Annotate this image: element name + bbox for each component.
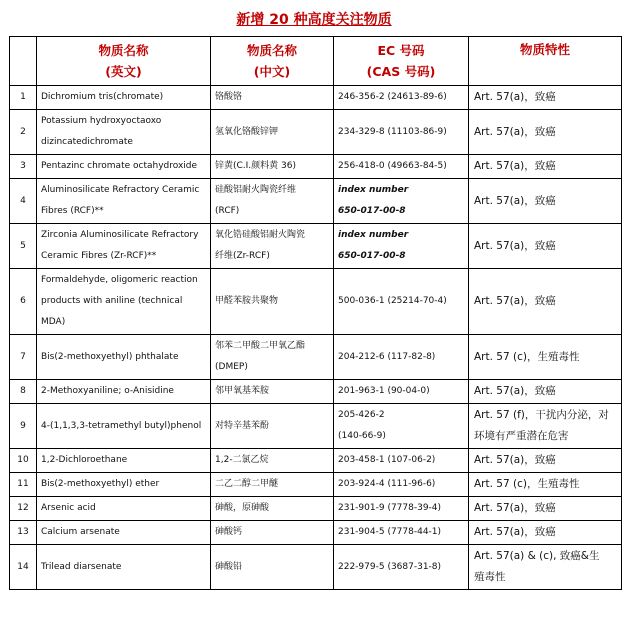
ec-cas-number xyxy=(334,179,469,224)
substance-name-cn-line: 氧化锆硅酸铝耐火陶瓷 xyxy=(215,230,306,240)
substance-name-cn-line: 邻甲氧基苯胺 xyxy=(215,386,270,396)
substance-name-en-line: 4-(1,1,3,3-tetramethyl butyl)phenol xyxy=(41,420,202,431)
substance-name-cn xyxy=(211,545,334,590)
substance-property xyxy=(469,224,622,269)
substance-name-en-line: Bis(2-methoxyethyl) ether xyxy=(41,479,160,489)
substance-name-cn-line: 1,2-二氯乙烷 xyxy=(215,455,269,465)
substance-name-cn-line: 邻苯二甲酸二甲氧乙酯 xyxy=(215,341,306,351)
substance-name-en xyxy=(37,155,211,179)
substance-name-en-line: 1,2-Dichloroethane xyxy=(41,455,128,465)
substance-property xyxy=(469,449,622,473)
substance-property xyxy=(469,380,622,404)
substance-name-en-line: Zirconia Aluminosilicate Refractory xyxy=(41,230,199,240)
table-row xyxy=(10,110,622,155)
substance-name-en-line: Formaldehyde, oligomeric reaction xyxy=(41,275,198,285)
substance-name-en-line: Calcium arsenate xyxy=(41,527,120,537)
row-number: 2 xyxy=(10,110,37,155)
substance-name-cn-line: (DMEP) xyxy=(215,362,248,372)
row-number: 13 xyxy=(10,521,37,545)
table-row xyxy=(10,545,622,590)
substance-name-en xyxy=(37,404,211,449)
ec-cas-number xyxy=(334,155,469,179)
substance-name-cn-line: 锌黄(C.I.颜料黄 36) xyxy=(215,161,296,171)
row-number: 4 xyxy=(10,179,37,224)
substance-name-en-line: Fibres (RCF)** xyxy=(41,206,104,216)
table-row xyxy=(10,473,622,497)
substance-name-en-line: products with aniline (technical xyxy=(41,296,183,306)
substance-name-cn-line: 氢氧化铬酸锌钾 xyxy=(215,126,279,137)
substance-property xyxy=(469,110,622,155)
table-row xyxy=(10,380,622,404)
ec-cas-number-line: 234-329-8 (11103-86-9) xyxy=(338,126,447,137)
substance-name-en xyxy=(37,380,211,404)
table-row xyxy=(10,521,622,545)
substance-name-en-line: Bis(2-methoxyethyl) phthalate xyxy=(41,351,179,362)
substance-property xyxy=(469,521,622,545)
ec-cas-number xyxy=(334,545,469,590)
ec-cas-number-line: 201-963-1 (90-04-0) xyxy=(338,386,430,396)
substance-name-en-line: Arsenic acid xyxy=(41,503,96,513)
substance-name-cn-line: 砷酸，原砷酸 xyxy=(215,503,270,513)
ec-cas-number-line: 256-418-0 (49663-84-5) xyxy=(338,161,447,171)
substance-property xyxy=(469,335,622,380)
substance-name-cn xyxy=(211,335,334,380)
header-ec-cas: EC 号码 (CAS 号码) xyxy=(334,37,469,86)
table-row xyxy=(10,86,622,110)
ec-cas-number-line: 231-904-5 (7778-44-1) xyxy=(338,527,442,537)
substance-name-en-line: MDA) xyxy=(41,317,66,327)
substance-name-cn xyxy=(211,179,334,224)
row-number: 11 xyxy=(10,473,37,497)
header-row xyxy=(10,37,622,86)
substance-name-cn-line: 二乙二醇二甲醚 xyxy=(215,479,279,489)
ec-cas-number-line: 650-017-00-8 xyxy=(338,206,406,216)
header-name-cn: 物质名称 (中文) xyxy=(211,37,334,86)
ec-cas-number-line: 203-924-4 (111-96-6) xyxy=(338,479,436,489)
row-number: 12 xyxy=(10,497,37,521)
substance-property xyxy=(469,86,622,110)
ec-cas-number xyxy=(334,335,469,380)
ec-cas-number-line: 205-426-2 xyxy=(338,410,385,420)
ec-cas-number xyxy=(334,86,469,110)
ec-cas-number xyxy=(334,224,469,269)
substance-name-en xyxy=(37,224,211,269)
substance-property xyxy=(469,497,622,521)
ec-cas-number-line: 500-036-1 (25214-70-4) xyxy=(338,296,447,306)
row-number: 6 xyxy=(10,269,37,335)
substance-name-en-line: Pentazinc chromate octahydroxide xyxy=(41,161,198,171)
substance-name-cn xyxy=(211,521,334,545)
table-row xyxy=(10,224,622,269)
substance-name-cn-line: 对特辛基苯酚 xyxy=(215,420,270,431)
row-number: 9 xyxy=(10,404,37,449)
substance-name-cn-line: 铬酸铬 xyxy=(215,92,243,102)
substance-name-cn xyxy=(211,473,334,497)
substance-name-en-line: Trilead diarsenate xyxy=(41,561,122,572)
ec-cas-number xyxy=(334,380,469,404)
substance-name-cn xyxy=(211,497,334,521)
substance-property-line: Art. 57(a)，致癌 xyxy=(474,160,556,172)
table-row xyxy=(10,335,622,380)
ec-cas-number-line: 203-458-1 (107-06-2) xyxy=(338,455,436,465)
row-number: 7 xyxy=(10,335,37,380)
header-no xyxy=(10,37,37,86)
substance-property-line: Art. 57(a)，致癌 xyxy=(474,125,556,138)
ec-cas-number xyxy=(334,449,469,473)
substance-property xyxy=(469,545,622,590)
substance-name-cn-line: 砷酸铅 xyxy=(215,561,243,572)
ec-cas-number xyxy=(334,404,469,449)
ec-cas-number xyxy=(334,521,469,545)
substance-property xyxy=(469,269,622,335)
ec-cas-number xyxy=(334,269,469,335)
substance-property-line: 殖毒性 xyxy=(474,571,506,583)
substance-property xyxy=(469,473,622,497)
substance-property xyxy=(469,179,622,224)
ec-cas-number xyxy=(334,497,469,521)
ec-cas-number-line: 650-017-00-8 xyxy=(338,251,406,261)
table-row xyxy=(10,404,622,449)
substance-name-cn-line: 甲醛苯胺共聚物 xyxy=(215,296,279,306)
substance-property-line: Art. 57(a) & (c), 致癌&生 xyxy=(474,550,600,562)
substance-name-cn-line: (RCF) xyxy=(215,206,240,216)
table-row xyxy=(10,497,622,521)
substance-name-en xyxy=(37,110,211,155)
substance-name-en-line: 2-Methoxyaniline; o-Anisidine xyxy=(41,386,174,396)
substance-name-en-line: Ceramic Fibres (Zr-RCF)** xyxy=(41,251,157,261)
row-number: 10 xyxy=(10,449,37,473)
substance-name-en-line: Aluminosilicate Refractory Ceramic xyxy=(41,185,200,195)
substance-name-en-line: Potassium hydroxyoctaoxo xyxy=(41,116,162,126)
ec-cas-number-line: 246-356-2 (24613-89-6) xyxy=(338,92,447,102)
substance-name-en xyxy=(37,179,211,224)
substance-property-line: Art. 57(a)，致癌 xyxy=(474,385,556,397)
ec-cas-number xyxy=(334,473,469,497)
header-property: 物质特性 xyxy=(469,37,622,86)
table-row xyxy=(10,179,622,224)
substance-name-en xyxy=(37,497,211,521)
ec-cas-number-line: 222-979-5 (3687-31-8) xyxy=(338,561,442,572)
substance-property-line: Art. 57 (c)，生殖毒性 xyxy=(474,478,580,490)
substance-name-en xyxy=(37,86,211,110)
ec-cas-number-line: (140-66-9) xyxy=(338,431,386,441)
row-number: 5 xyxy=(10,224,37,269)
substance-name-en xyxy=(37,521,211,545)
substance-name-en-line: Dichromium tris(chromate) xyxy=(41,92,164,102)
table-row xyxy=(10,449,622,473)
ec-cas-number-line: index number xyxy=(338,230,409,240)
substance-name-cn xyxy=(211,155,334,179)
row-number: 8 xyxy=(10,380,37,404)
substance-name-cn-line: 砷酸钙 xyxy=(215,527,243,537)
substance-name-en xyxy=(37,335,211,380)
substance-property-line: Art. 57(a)，致癌 xyxy=(474,194,556,207)
substance-property-line: Art. 57 (c)，生殖毒性 xyxy=(474,350,580,363)
ec-cas-number-line: index number xyxy=(338,185,409,195)
substance-property-line: Art. 57(a)，致癌 xyxy=(474,502,556,514)
substance-name-en xyxy=(37,545,211,590)
table-row xyxy=(10,155,622,179)
substance-name-en xyxy=(37,269,211,335)
substance-name-cn xyxy=(211,449,334,473)
substance-name-cn xyxy=(211,110,334,155)
substance-property-line: Art. 57(a)，致癌 xyxy=(474,239,556,252)
substance-name-en xyxy=(37,473,211,497)
row-number: 14 xyxy=(10,545,37,590)
substance-property-line: Art. 57(a)，致癌 xyxy=(474,91,556,103)
ec-cas-number-line: 231-901-9 (7778-39-4) xyxy=(338,503,442,513)
page-title: 新增 20 种高度关注物质 xyxy=(236,12,392,28)
substance-name-en xyxy=(37,449,211,473)
substance-name-cn-line: 硅酸铝耐火陶瓷纤维 xyxy=(215,185,297,195)
ec-cas-number-line: 204-212-6 (117-82-8) xyxy=(338,351,436,362)
substance-name-cn xyxy=(211,269,334,335)
substance-name-cn xyxy=(211,380,334,404)
substance-property-line: Art. 57(a)，致癌 xyxy=(474,526,556,538)
substance-name-cn xyxy=(211,404,334,449)
substance-name-cn-line: 纤维(Zr-RCF) xyxy=(215,251,270,261)
table-row xyxy=(10,269,622,335)
substance-property xyxy=(469,404,622,449)
ec-cas-number xyxy=(334,110,469,155)
substance-table xyxy=(9,36,622,590)
substance-property-line: Art. 57 (f)，干扰内分泌，对 xyxy=(474,409,609,421)
header-name-en: 物质名称 (英文) xyxy=(37,37,211,86)
row-number: 1 xyxy=(10,86,37,110)
substance-property-line: 环境有严重潜在危害 xyxy=(474,430,569,442)
substance-name-en-line: dizincatedichromate xyxy=(41,137,133,147)
substance-property xyxy=(469,155,622,179)
substance-property-line: Art. 57(a)，致癌 xyxy=(474,454,556,466)
substance-name-cn xyxy=(211,224,334,269)
substance-property-line: Art. 57(a)，致癌 xyxy=(474,295,556,307)
substance-name-cn xyxy=(211,86,334,110)
row-number: 3 xyxy=(10,155,37,179)
